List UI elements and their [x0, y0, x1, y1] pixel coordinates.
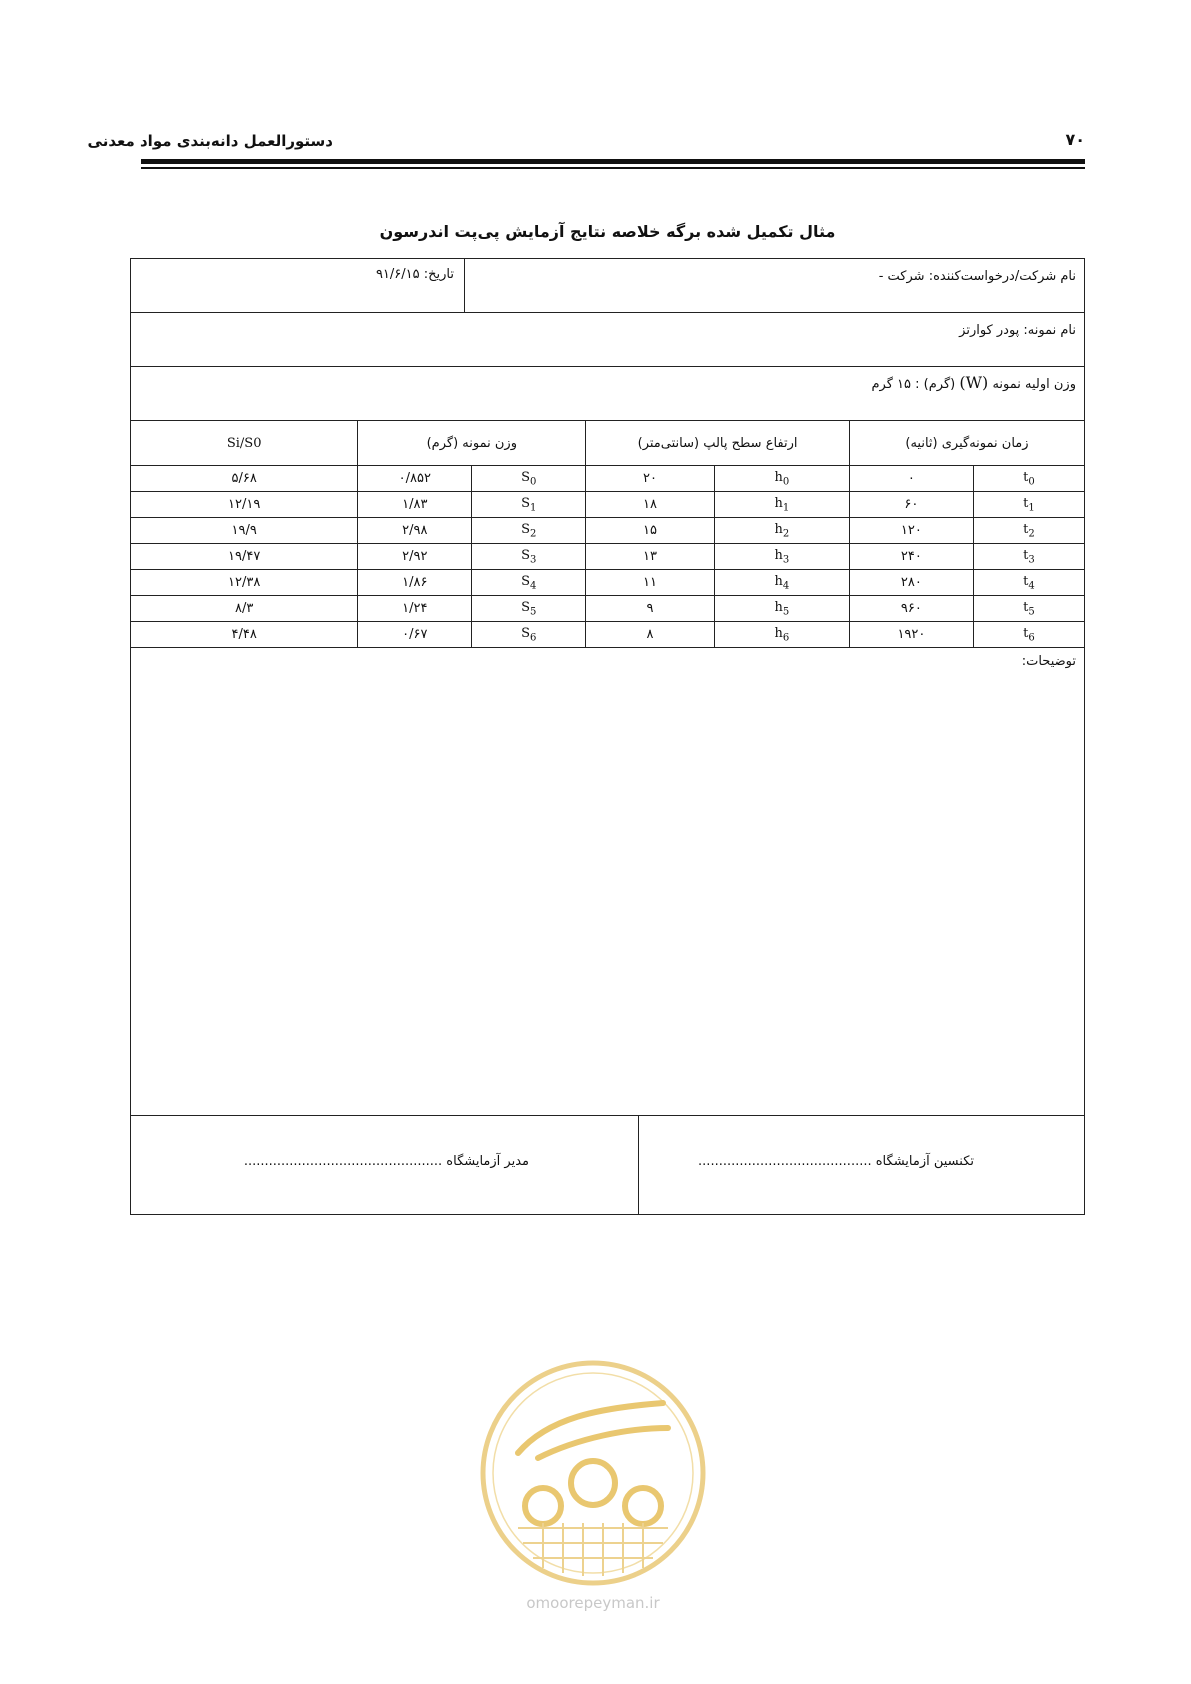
date-field: تاریخ: ۹۱/۶/۱۵ [375, 267, 454, 282]
weight-symbol [472, 596, 586, 622]
initial-weight-suffix: (گرم) : ۱۵ گرم [871, 377, 956, 392]
ratio-value: ۱۲/۱۹ [131, 492, 358, 518]
ratio-value: ۱۹/۴۷ [131, 544, 358, 570]
time-symbol [973, 518, 1084, 544]
time-symbol-subscript: 1 [1028, 502, 1035, 514]
weight-value: ۰/۸۵۲ [358, 466, 472, 492]
initial-weight-symbol: (W) [959, 373, 989, 392]
header-rule-thin [141, 167, 1085, 169]
time-symbol [973, 622, 1084, 648]
time-value: ۱۹۲۰ [849, 622, 973, 648]
time-symbol-subscript: 4 [1028, 580, 1035, 592]
time-value: ۲۴۰ [849, 544, 973, 570]
date-divider [464, 259, 465, 312]
weight-symbol [472, 622, 586, 648]
time-symbol [973, 570, 1084, 596]
height-symbol-letter: h [774, 599, 783, 615]
results-table [131, 421, 1084, 648]
time-value: ۲۸۰ [849, 570, 973, 596]
height-value: ۱۸ [586, 492, 714, 518]
weight-symbol [472, 492, 586, 518]
height-symbol-letter: h [774, 469, 783, 485]
header-rule-thick [141, 159, 1085, 164]
height-value: ۸ [586, 622, 714, 648]
height-symbol [714, 518, 849, 544]
time-symbol [973, 466, 1084, 492]
height-symbol [714, 570, 849, 596]
weight-symbol [472, 544, 586, 570]
header-weight: وزن نمونه (گرم) [358, 421, 586, 466]
technician-cell [638, 1116, 1084, 1214]
ratio-value: ۱۲/۳۸ [131, 570, 358, 596]
weight-symbol [472, 466, 586, 492]
height-value: ۱۵ [586, 518, 714, 544]
weight-symbol-subscript: 6 [530, 632, 537, 644]
table-row [131, 518, 1084, 544]
time-value: ۹۶۰ [849, 596, 973, 622]
time-symbol-letter: t [1023, 495, 1029, 511]
watermark-url: omoorepeyman.ir [526, 1594, 660, 1612]
height-symbol [714, 622, 849, 648]
height-value: ۱۳ [586, 544, 714, 570]
height-symbol-letter: h [774, 573, 783, 589]
initial-weight-field [871, 373, 1076, 392]
ratio-value: ۵/۶۸ [131, 466, 358, 492]
weight-value: ۲/۹۸ [358, 518, 472, 544]
header-height: ارتفاع سطح پالپ (سانتی‌متر) [586, 421, 850, 466]
weight-symbol-letter: S [521, 547, 531, 563]
height-value: ۲۰ [586, 466, 714, 492]
time-value: ۰ [849, 466, 973, 492]
height-symbol-letter: h [774, 547, 783, 563]
weight-symbol-subscript: 5 [530, 606, 537, 618]
manager-signature: مدیر آزمایشگاه ................................................ [243, 1154, 529, 1169]
time-symbol-subscript: 6 [1028, 632, 1035, 644]
height-symbol-subscript: 3 [782, 554, 790, 566]
weight-symbol-letter: S [521, 469, 531, 485]
notes-row [131, 648, 1084, 1116]
weight-symbol-subscript: 1 [530, 502, 537, 514]
time-symbol-subscript: 3 [1028, 554, 1035, 566]
ratio-value: ۸/۳ [131, 596, 358, 622]
weight-value: ۱/۸۶ [358, 570, 472, 596]
height-symbol [714, 544, 849, 570]
weight-symbol-subscript: 0 [530, 476, 537, 488]
header-time: زمان نمونه‌گیری (ثانیه) [849, 421, 1084, 466]
weight-symbol-subscript: 4 [530, 580, 537, 592]
height-symbol [714, 492, 849, 518]
notes-label: توضیحات: [1021, 654, 1076, 669]
sample-name-field: نام نمونه: پودر کوارتز [959, 323, 1076, 338]
weight-symbol-letter: S [521, 573, 531, 589]
weight-value: ۱/۸۳ [358, 492, 472, 518]
table-row [131, 596, 1084, 622]
manager-cell [131, 1116, 639, 1214]
company-date-row [131, 259, 1084, 313]
header-ratio: Si/S0 [131, 421, 358, 466]
table-row [131, 492, 1084, 518]
weight-value: ۱/۲۴ [358, 596, 472, 622]
weight-symbol-subscript: 3 [530, 554, 537, 566]
height-symbol-subscript: 5 [782, 606, 790, 618]
time-symbol-letter: t [1023, 469, 1029, 485]
watermark-logo [478, 1358, 708, 1588]
table-row [131, 622, 1084, 648]
height-value: ۱۱ [586, 570, 714, 596]
height-symbol-subscript: 6 [782, 632, 790, 644]
initial-weight-prefix: وزن اولیه نمونه [992, 377, 1076, 392]
technician-signature: تکنسین آزمایشگاه .......................................... [698, 1154, 974, 1169]
company-field: نام شرکت/درخواست‌کننده: شرکت - [878, 269, 1076, 284]
table-row [131, 570, 1084, 596]
signature-row [131, 1116, 1084, 1214]
results-form [130, 258, 1085, 1215]
weight-value: ۲/۹۲ [358, 544, 472, 570]
height-symbol [714, 466, 849, 492]
table-row [131, 544, 1084, 570]
weight-symbol [472, 518, 586, 544]
height-symbol-letter: h [774, 495, 783, 511]
height-symbol-subscript: 0 [782, 476, 790, 488]
time-symbol-letter: t [1023, 521, 1029, 537]
form-title: مثال تکمیل شده برگه خلاصه نتایج آزمایش پی‌پت اندرسون [379, 222, 836, 241]
book-title: دستورالعمل دانه‌بندی مواد معدنی [87, 132, 333, 150]
time-symbol-letter: t [1023, 599, 1029, 615]
time-symbol [973, 544, 1084, 570]
height-symbol [714, 596, 849, 622]
height-symbol-letter: h [774, 625, 783, 641]
page-number: ۷۰ [1065, 130, 1085, 149]
sample-name-row [131, 313, 1084, 367]
table-header-row [131, 421, 1084, 466]
time-symbol-letter: t [1023, 625, 1029, 641]
weight-symbol [472, 570, 586, 596]
weight-symbol-letter: S [521, 521, 531, 537]
weight-symbol-subscript: 2 [530, 528, 537, 540]
time-value: ۶۰ [849, 492, 973, 518]
time-value: ۱۲۰ [849, 518, 973, 544]
time-symbol-subscript: 5 [1028, 606, 1035, 618]
time-symbol-subscript: 2 [1028, 528, 1035, 540]
ratio-value: ۱۹/۹ [131, 518, 358, 544]
height-symbol-subscript: 4 [782, 580, 790, 592]
time-symbol [973, 596, 1084, 622]
height-value: ۹ [586, 596, 714, 622]
weight-symbol-letter: S [521, 495, 531, 511]
height-symbol-letter: h [774, 521, 783, 537]
weight-value: ۰/۶۷ [358, 622, 472, 648]
initial-weight-row [131, 367, 1084, 421]
time-symbol-letter: t [1023, 573, 1029, 589]
height-symbol-subscript: 2 [782, 528, 790, 540]
time-symbol-letter: t [1023, 547, 1029, 563]
weight-symbol-letter: S [521, 625, 531, 641]
height-symbol-subscript: 1 [782, 502, 790, 514]
weight-symbol-letter: S [521, 599, 531, 615]
table-row [131, 466, 1084, 492]
time-symbol [973, 492, 1084, 518]
ratio-value: ۴/۴۸ [131, 622, 358, 648]
time-symbol-subscript: 0 [1028, 476, 1035, 488]
